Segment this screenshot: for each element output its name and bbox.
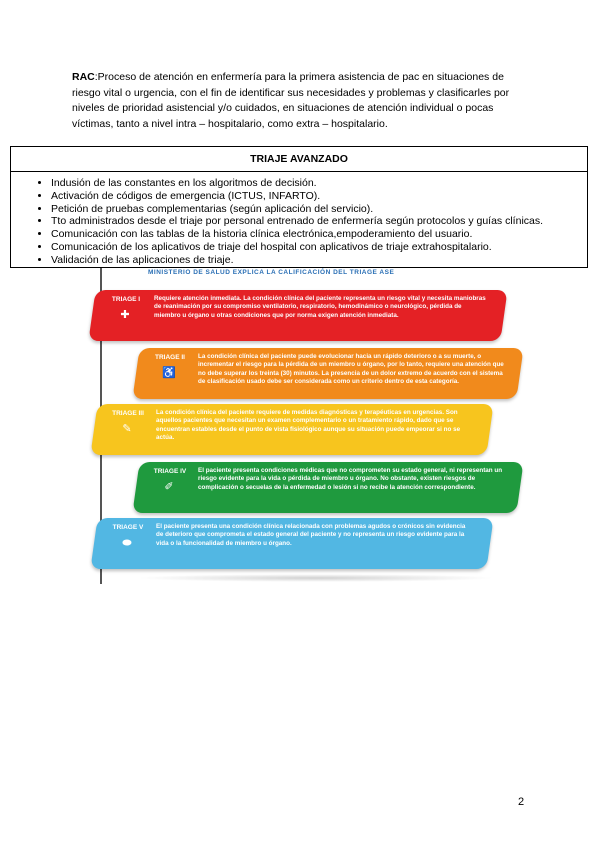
list-item: • Tto administrados desde el triaje por personal entrenado de enfermería según protocolos y guías clínicas. [51, 215, 587, 228]
triage-level-4 [132, 462, 523, 513]
triage-advanced-box [10, 146, 588, 268]
triage-level-text: El paciente presenta condiciones médicas que no comprometen su estado general, ni representan un riesgo evidente para la vida o pérdida de miembro u órgano. No obstante, existen riesgos de complicación o secuelas de la enfermedad o lesión si no recibe la atención correspondiente. [198, 467, 503, 491]
triage-level-text: La condición clínica del paciente puede evolucionar hacia un rápido deterioro o a su muerte, o incrementar el riesgo para la pérdida de un miembro u órgano, por lo tanto, requiere una atención que no debe superar los treinta (30) minutos. La presencia de un dolor extremo de acuerdo con el sistema de clasificación usado debe ser considerada como un criterio dentro de esta categoría. [198, 353, 504, 386]
list-item: • Petición de pruebas complementarias (según aplicación del servicio). [51, 203, 587, 216]
bandage-icon: ✎ [122, 423, 132, 435]
rac-term: RAC [72, 71, 95, 83]
syringe-icon: ✚ [120, 309, 130, 321]
triage-level-text: El paciente presenta una condición clínica relacionada con problemas agudos o crónicos sin evidencia de deterioro que comprometa el estado general del paciente y no representa un riesgo evidente para la vida o la funcionalidad de miembro u órgano. [156, 523, 466, 547]
list-item: • Indusión de las constantes en los algoritmos de decisión. [51, 177, 587, 190]
list-item: • Comunicación de los aplicativos de triaje del hospital con aplicativos de triaje extrahospitalario. [51, 241, 587, 254]
figure-title: MINISTERIO DE SALUD EXPLICA LA CALIFICACIÓN DEL TRIAGE ASE [148, 269, 395, 276]
triage-level-1 [88, 290, 507, 341]
feature-list [11, 177, 587, 267]
rac-definition: :Proceso de atención en enfermería para la primera asistencia de pac en situaciones de riesgo vital o urgencia, con el fin de identificar sus necesidades y problemas y clasificarles por niveles de prioridad asistencial y/o cuidados, en situaciones de atención individual o pocas víctimas, tanto a nivel intra – hospitalario, como extra – hospitalario. [72, 71, 510, 130]
triage-level-5 [90, 518, 493, 569]
wheelchair-icon: ♿ [162, 367, 176, 379]
triage-infographic [96, 268, 536, 586]
list-item: • Validación de las aplicaciones de triaje. [51, 254, 587, 267]
list-item: • Comunicación con las tablas de la historia clínica electrónica,empoderamiento del usuario. [51, 228, 587, 241]
triage-level-label: TRIAGE I [111, 296, 141, 303]
list-item: • Activación de códigos de emergencia (ICTUS, INFARTO). [51, 190, 587, 203]
pill-icon: ⬬ [122, 537, 132, 549]
intro-paragraph [72, 70, 532, 132]
triage-level-text: Requiere atención inmediata. La condición clínica del paciente representa un riesgo vital y necesita maniobras de reanimación por su compromiso ventilatorio, respiratorio, hemodinámico o neurológico, pérdida de miembro u órgano u otras condiciones que por norma exigen atención inmediata. [154, 295, 486, 319]
triage-level-2 [132, 348, 523, 399]
box-title: TRIAJE AVANZADO [11, 147, 587, 172]
triage-level-label: TRIAGE IV [153, 468, 187, 475]
page-number: 2 [518, 796, 525, 808]
triage-level-label: TRIAGE V [112, 524, 144, 531]
triage-level-label: TRIAGE II [155, 354, 185, 361]
triage-level-3 [90, 404, 493, 455]
triage-level-label: TRIAGE III [112, 410, 144, 417]
thermometer-icon: ✐ [164, 481, 174, 493]
triage-level-text: La condición clínica del paciente requiere de medidas diagnósticas y terapéuticas en urgencias. Son aquellos pacientes que necesitan un examen complementario o un tratamiento rápido, dado que se encuentran estables desde el punto de vista fisiológico aunque su situación puede empeorar si no se actúa. [156, 409, 461, 442]
figure-shadow [136, 574, 496, 582]
